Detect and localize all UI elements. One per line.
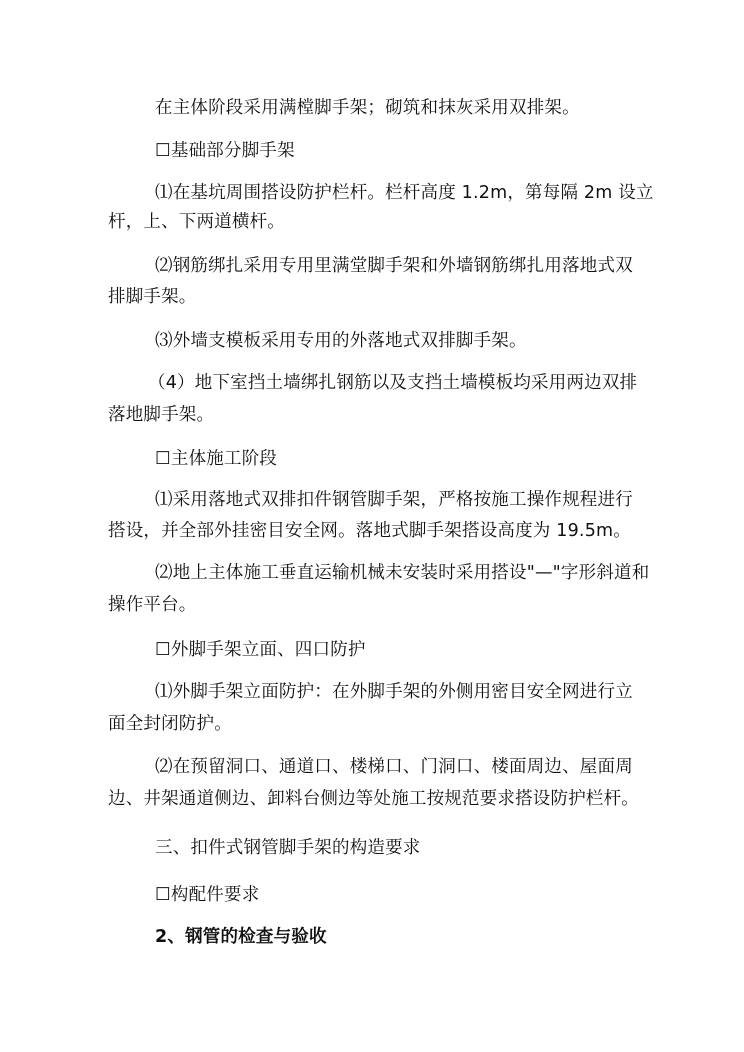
item-1-facade-protection-line-2: 面全封闭防护。 (108, 714, 232, 734)
item-1-pit-railing-line-1: ⑴在基坑周围搭设防护栏杆。栏杆高度 1.2m，第每隔 2m 设立 (155, 183, 654, 203)
item-2-ramp-line-1: ⑵地上主体施工垂直运输机械未安装时采用搭设"—"字形斜道和 (155, 563, 650, 583)
heading-main-construction-stage: ☐主体施工阶段 (155, 449, 278, 469)
paragraph-main-stage: 在主体阶段采用满樘脚手架；砌筑和抹灰采用双排架。 (155, 98, 580, 118)
heading-external-protection: ☐外脚手架立面、四口防护 (155, 640, 366, 660)
heading-components: ☐构配件要求 (155, 885, 260, 905)
heading-foundation-scaffold: ☐基础部分脚手架 (155, 141, 295, 161)
heading-pipe-inspection: 2、钢管的检查与验收 (155, 927, 327, 947)
item-2-openings-line-2: 边、井架通道侧边、卸料台侧边等处施工按规范要求搭设防护栏杆。 (108, 789, 639, 809)
item-3-formwork-scaffold: ⑶外墙支模板采用专用的外落地式双排脚手架。 (155, 331, 527, 351)
section-three-heading: 三、扣件式钢管脚手架的构造要求 (155, 838, 421, 858)
item-1-facade-protection-line-1: ⑴外脚手架立面防护：在外脚手架的外侧用密目安全网进行立 (155, 682, 633, 702)
item-2-openings-line-1: ⑵在预留洞口、通道口、楼梯口、门洞口、楼面周边、屋面周 (155, 757, 633, 777)
item-2-ramp-line-2: 操作平台。 (108, 595, 197, 615)
item-4-basement-wall-line-1: （4）地下室挡土墙绑扎钢筋以及支挡土墙模板均采用两边双排 (148, 373, 638, 393)
item-1-double-row-line-2: 搭设，并全部外挂密目安全网。落地式脚手架搭设高度为 19.5m。 (108, 521, 631, 541)
item-1-pit-railing-line-2: 杆，上、下两道横杆。 (108, 212, 285, 232)
item-2-rebar-scaffold-line-1: ⑵钢筋绑扎采用专用里满堂脚手架和外墙钢筋绑扎用落地式双 (155, 256, 633, 276)
item-4-basement-wall-line-2: 落地脚手架。 (108, 405, 215, 425)
item-2-rebar-scaffold-line-2: 排脚手架。 (108, 287, 197, 307)
item-1-double-row-line-1: ⑴采用落地式双排扣件钢管脚手架，严格按施工操作规程进行 (155, 490, 633, 510)
